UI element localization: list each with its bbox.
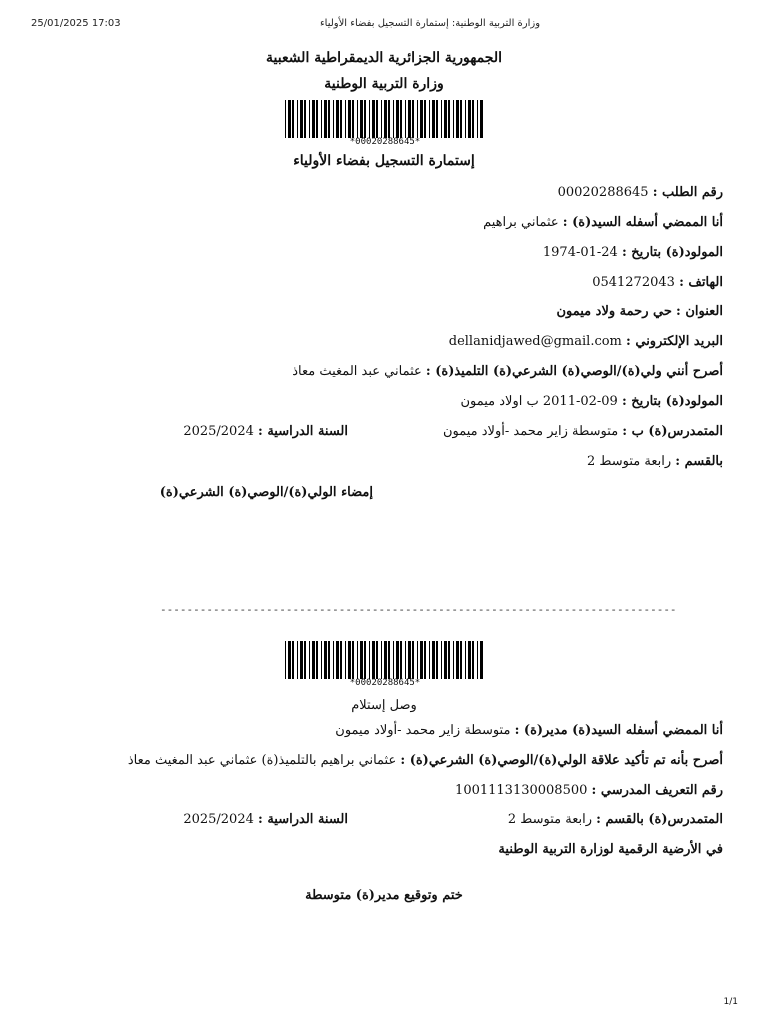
receipt-barcode bbox=[285, 641, 485, 679]
student-birth-label: المولود(ة) بتاريخ : bbox=[621, 394, 723, 409]
declare-row bbox=[292, 364, 723, 379]
receipt-year-row bbox=[183, 812, 348, 827]
director-value: متوسطة زاير محمد -أولاد ميمون bbox=[335, 723, 511, 738]
address-value: حي رحمة ولاد ميمون bbox=[556, 304, 672, 319]
birthdate-value: 1974-01-24 bbox=[542, 245, 618, 260]
page-number: 1/1 bbox=[723, 997, 738, 1007]
request-number-row bbox=[558, 185, 723, 200]
confirm-value: عثماني براهيم بالتلميذ(ة) عثماني عبد المغيث معاذ bbox=[127, 753, 397, 768]
birthdate-row bbox=[543, 245, 723, 260]
director-stamp-label: ختم وتوقيع مدير(ة) متوسطة bbox=[305, 888, 463, 903]
declare-value: عثماني عبد المغيث معاذ bbox=[292, 364, 422, 379]
class-label: بالقسم : bbox=[675, 454, 723, 469]
director-label: أنا الممضي أسفله السيد(ة) مدير(ة) : bbox=[514, 723, 723, 738]
school-label: المتمدرس(ة) ب : bbox=[622, 424, 723, 439]
school-id-value: 1001113130008500 bbox=[455, 783, 588, 798]
phone-value: 0541272043 bbox=[592, 275, 675, 290]
form-title: إستمارة التسجيل بفضاء الأولياء bbox=[293, 153, 475, 169]
declare-label: أصرح أنني ولي(ة)/الوصي(ة) الشرعي(ة) التلميذ(ة) : bbox=[425, 364, 723, 379]
receipt-title: وصل إستلام bbox=[351, 698, 417, 713]
print-datetime: 25/01/2025 17:03 bbox=[31, 18, 121, 29]
barcode-stripe bbox=[480, 100, 483, 138]
receipt-year-label: السنة الدراسية : bbox=[258, 812, 348, 827]
republic-title: الجمهورية الجزائرية الديمقراطية الشعبية bbox=[265, 50, 502, 66]
barcode-number: *00020288645* bbox=[349, 137, 421, 147]
email-row bbox=[449, 334, 723, 349]
school-id-label: رقم التعريف المدرسي : bbox=[591, 783, 723, 798]
birthdate-label: المولود(ة) بتاريخ : bbox=[621, 245, 723, 260]
school-id-row bbox=[455, 783, 723, 798]
signer-row bbox=[483, 215, 723, 230]
student-birth-row bbox=[460, 394, 723, 409]
guardian-signature-label: إمضاء الولي(ة)/الوصي(ة) الشرعي(ة) bbox=[159, 485, 373, 500]
class-value: رابعة متوسط 2 bbox=[587, 454, 672, 469]
receipt-class-label: المتمدرس(ة) بالقسم : bbox=[596, 812, 723, 827]
email-value: dellanidjawed@gmail.com bbox=[448, 334, 622, 349]
signer-label: أنا الممضي أسفله السيد(ة) : bbox=[562, 215, 723, 230]
phone-label: الهاتف : bbox=[679, 275, 723, 290]
school-value: متوسطة زاير محمد -أولاد ميمون bbox=[442, 424, 619, 439]
address-label: العنوان : bbox=[676, 304, 723, 319]
cut-line: ------------------------------------------------------------------------------ bbox=[160, 603, 677, 616]
barcode bbox=[285, 100, 485, 138]
confirm-label: أصرح بأنه تم تأكيد علاقة الولي(ة)/الوصي(ة) الشرعي(ة) : bbox=[400, 753, 723, 768]
school-year-value: 2025/2024 bbox=[183, 424, 254, 439]
school-year-label: السنة الدراسية : bbox=[258, 424, 348, 439]
school-year-row bbox=[183, 424, 348, 439]
barcode-stripe bbox=[480, 641, 483, 679]
receipt-barcode-number: *00020288645* bbox=[349, 678, 421, 688]
director-row bbox=[335, 723, 723, 738]
student-birth-place: ب اولاد ميمون bbox=[460, 394, 539, 409]
school-row bbox=[443, 424, 723, 439]
ministry-title: وزارة التربية الوطنية bbox=[324, 76, 444, 92]
address-row bbox=[556, 304, 723, 319]
class-row bbox=[587, 454, 723, 469]
signer-value: عثماني براهيم bbox=[483, 215, 559, 230]
confirm-row bbox=[128, 753, 723, 768]
receipt-class-value: رابعة متوسط 2 bbox=[507, 812, 593, 827]
phone-row bbox=[592, 275, 723, 290]
email-label: البريد الإلكتروني : bbox=[626, 334, 723, 349]
print-page-title: وزارة التربية الوطنية: إستمارة التسجيل بفضاء الأولياء bbox=[319, 18, 541, 29]
request-value: 00020288645 bbox=[557, 185, 649, 200]
student-birth-date: 2011-02-09 bbox=[542, 394, 618, 409]
platform-text: في الأرضية الرقمية لوزارة التربية الوطنية bbox=[498, 842, 723, 857]
receipt-class-row bbox=[508, 812, 723, 827]
request-label: رقم الطلب : bbox=[652, 185, 723, 200]
receipt-year-value: 2025/2024 bbox=[183, 812, 254, 827]
